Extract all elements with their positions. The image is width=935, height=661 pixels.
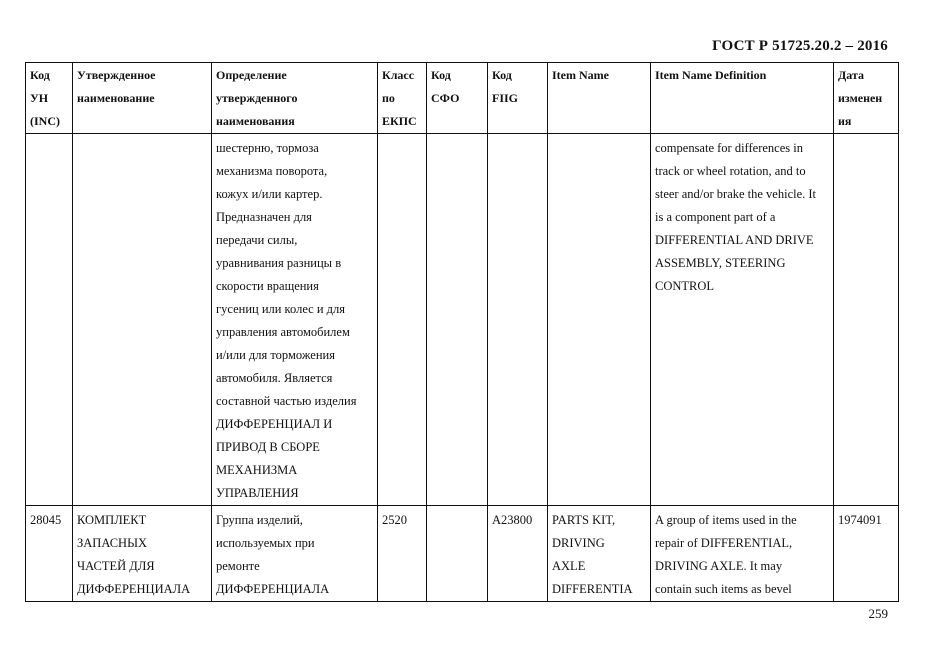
cell-line: Утвержденное xyxy=(77,68,156,82)
cell-item-name-definition xyxy=(651,134,834,506)
cell-inc xyxy=(26,506,73,602)
cell-line: 2520 xyxy=(382,513,407,527)
cell-line: кожух и/или картер. xyxy=(216,187,323,201)
cell-line: track or wheel rotation, and to xyxy=(655,164,806,178)
cell-line: механизма поворота, xyxy=(216,164,328,178)
cell-sfo-code xyxy=(427,134,488,506)
cell-line: скорости вращения xyxy=(216,279,319,293)
cell-line: ЧАСТЕЙ ДЛЯ xyxy=(77,559,155,573)
table-header-row xyxy=(26,63,899,134)
col-header-approved-name xyxy=(73,63,212,134)
cell-line: гусениц или колес и для xyxy=(216,302,346,316)
cell-line: наименование xyxy=(77,91,155,105)
cell-item-name-definition xyxy=(651,506,834,602)
cell-line: УПРАВЛЕНИЯ xyxy=(216,486,299,500)
cell-line: Код xyxy=(492,68,512,82)
cell-line: A group of items used in the xyxy=(655,513,797,527)
document-standard-header: ГОСТ Р 51725.20.2 – 2016 xyxy=(712,38,888,54)
table-row xyxy=(26,506,899,602)
cell-line: steer and/or brake the vehicle. It xyxy=(655,187,817,201)
cell-ekps-class xyxy=(378,134,427,506)
cell-line: ЗАПАСНЫХ xyxy=(77,536,148,550)
cell-line: FIIG xyxy=(492,91,519,105)
col-header-fiig-code xyxy=(488,63,548,134)
cell-line: изменен xyxy=(838,91,883,105)
cell-line: ДИФФЕРЕНЦИАЛА xyxy=(77,582,191,596)
cell-line: ЕКПС xyxy=(382,114,417,128)
cell-line: 28045 xyxy=(30,513,62,527)
cell-line: Item Name xyxy=(552,68,609,82)
cell-line: AXLE xyxy=(552,559,586,573)
col-header-change-date xyxy=(834,63,899,134)
cell-line: compensate for differences in xyxy=(655,141,803,155)
cell-item-name xyxy=(548,134,651,506)
cell-line: и/или для торможения xyxy=(216,348,335,362)
cell-line: DRIVING xyxy=(552,536,605,550)
cell-line: repair of DIFFERENTIAL, xyxy=(655,536,793,550)
cell-line: ремонте xyxy=(216,559,260,573)
cell-approved-name xyxy=(73,134,212,506)
nomenclature-table xyxy=(25,62,899,602)
cell-line: ДИФФЕРЕНЦИАЛ И xyxy=(216,417,333,431)
cell-line: A23800 xyxy=(492,513,533,527)
col-header-ekps-class xyxy=(378,63,427,134)
cell-line: составной частью изделия xyxy=(216,394,357,408)
col-header-name-definition-ru xyxy=(212,63,378,134)
col-header-inc xyxy=(26,63,73,134)
cell-line: УН xyxy=(30,91,49,105)
cell-fiig-code xyxy=(488,506,548,602)
cell-line: Item Name Definition xyxy=(655,68,767,82)
cell-line: автомобиля. Является xyxy=(216,371,333,385)
cell-line: DRIVING AXLE. It may xyxy=(655,559,783,573)
cell-line: is a component part of a xyxy=(655,210,776,224)
cell-line: Предназначен для xyxy=(216,210,312,224)
cell-line: DIFFERENTIAL AND DRIVE xyxy=(655,233,814,247)
cell-item-name xyxy=(548,506,651,602)
cell-line: передачи силы, xyxy=(216,233,298,247)
page-number: 259 xyxy=(868,606,888,621)
cell-name-definition-ru xyxy=(212,506,378,602)
table-row xyxy=(26,134,899,506)
cell-line: contain such items as bevel xyxy=(655,582,792,596)
cell-line: СФО xyxy=(431,91,460,105)
cell-line: Код xyxy=(30,68,50,82)
cell-line: по xyxy=(382,91,395,105)
cell-sfo-code xyxy=(427,506,488,602)
cell-line: используемых при xyxy=(216,536,315,550)
cell-line: (INC) xyxy=(30,114,60,128)
cell-line: PARTS KIT, xyxy=(552,513,616,527)
cell-line: 1974091 xyxy=(838,513,882,527)
cell-fiig-code xyxy=(488,134,548,506)
cell-line: МЕХАНИЗМА xyxy=(216,463,298,477)
cell-line: Дата xyxy=(838,68,864,82)
col-header-item-name-definition xyxy=(651,63,834,134)
cell-line: Группа изделий, xyxy=(216,513,303,527)
col-header-item-name xyxy=(548,63,651,134)
cell-line: CONTROL xyxy=(655,279,715,293)
cell-line: управления автомобилем xyxy=(216,325,350,339)
cell-line: DIFFERENTIA xyxy=(552,582,633,596)
cell-line: КОМПЛЕКТ xyxy=(77,513,147,527)
col-header-sfo-code xyxy=(427,63,488,134)
cell-line: Определение xyxy=(216,68,287,82)
cell-line: ия xyxy=(838,114,852,128)
cell-inc xyxy=(26,134,73,506)
cell-ekps-class xyxy=(378,506,427,602)
cell-line: шестерню, тормоза xyxy=(216,141,319,155)
cell-line: наименования xyxy=(216,114,295,128)
cell-name-definition-ru xyxy=(212,134,378,506)
cell-line: утвержденного xyxy=(216,91,298,105)
cell-line: ПРИВОД В СБОРЕ xyxy=(216,440,320,454)
cell-change-date xyxy=(834,134,899,506)
cell-approved-name xyxy=(73,506,212,602)
cell-line: уравнивания разницы в xyxy=(216,256,342,270)
cell-line: Код xyxy=(431,68,451,82)
cell-change-date xyxy=(834,506,899,602)
cell-line: ДИФФЕРЕНЦИАЛА xyxy=(216,582,330,596)
cell-line: ASSEMBLY, STEERING xyxy=(655,256,786,270)
cell-line: Класс xyxy=(382,68,415,82)
